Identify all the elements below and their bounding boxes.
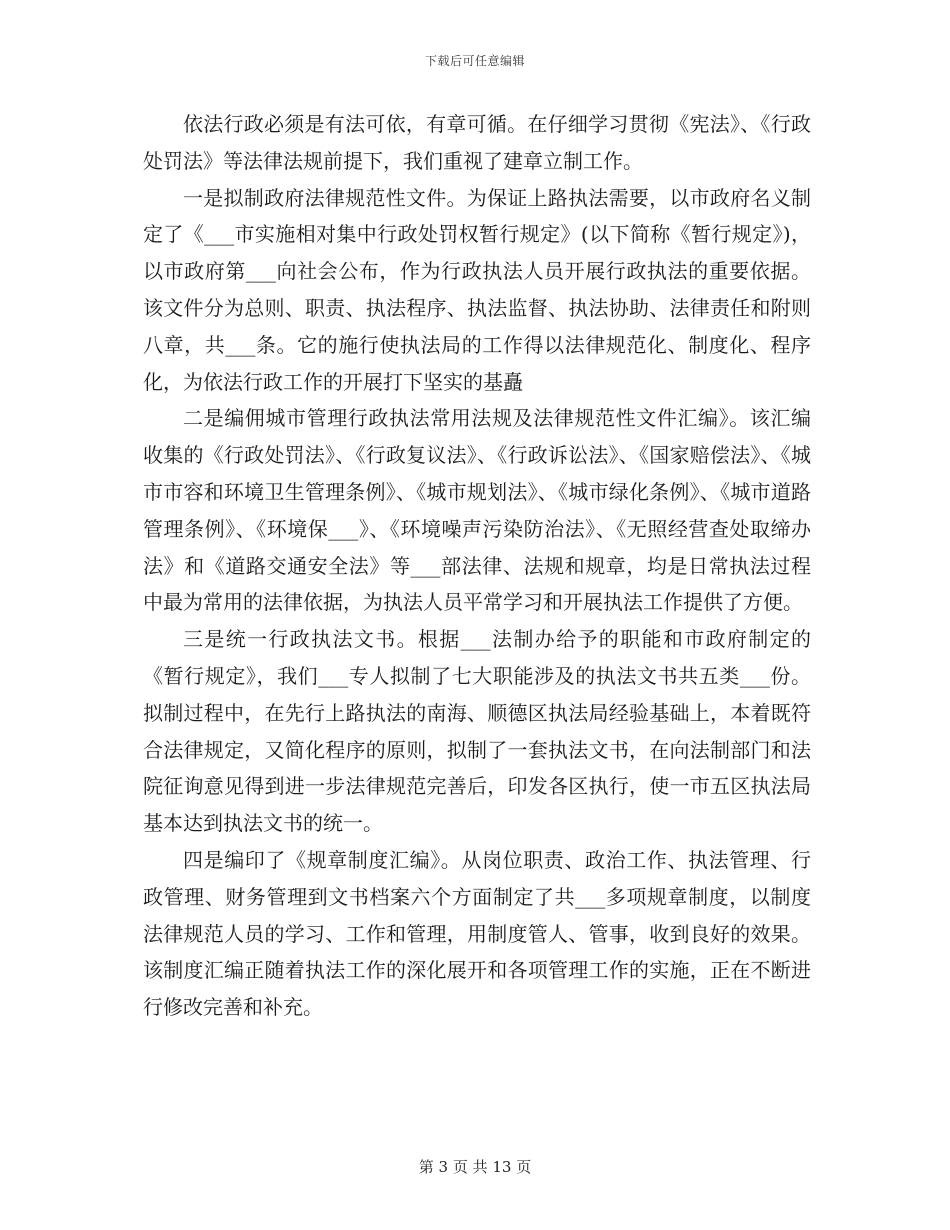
page-header-note: 下载后可任意编辑 — [424, 54, 525, 68]
paragraph-intro: 依法行政必须是有法可依，有章可循。在仔细学习贯彻《宪法》、《行政处罚法》等法律法规前提下，我们重视了建章立制工作。 — [143, 112, 811, 173]
paragraph-item-2: 二是编佣城市管理行政执法常用法规及法律规范性文件汇编》。该汇编收集的《行政处罚法》、《行政复议法》、《行政诉讼法》、《国家赔偿法》、《城市市容和环境卫生管理条例》、《城市规划法》、《城市绿化条例》、《城市道路管理条例》、《环境保___》、《环境噪声污染防治法》、《无照经营查处取缔办法》和《道路交通安全法》等___部法律、法规和规章，均是日常执法过程中最为常用的法律依据，为执法人员平常学习和开展执法工作提供了方便。 — [143, 406, 811, 615]
paragraph-item-3: 三是统一行政执法文书。根据___法制办给予的职能和市政府制定的《暂行规定》，我们___专人拟制了七大职能涉及的执法文书共五类___份。拟制过程中，在先行上路执法的南海、顺德区执法局经验基础上，本着既符合法律规定，又简化程序的原则，拟制了一套执法文书，在向法制部门和法院征询意见得到进一步法律规范完善后，印发各区执行，使一市五区执法局基本达到执法文书的统一。 — [143, 627, 811, 836]
paragraph-item-4: 四是编印了《规章制度汇编》。从岗位职责、政治工作、执法管理、行政管理、财务管理到文书档案六个方面制定了共___多项规章制度，以制度法律规范人员的学习、工作和管理，用制度管人、管事，收到良好的效果。该制度汇编正随着执法工作的深化展开和各项管理工作的实施，正在不断进行修改完善和补充。 — [143, 847, 811, 1020]
document-body — [143, 106, 811, 1026]
paragraph-item-1: 一是拟制政府法律规范性文件。为保证上路执法需要，以市政府名义制定了《___市实施相对集中行政处罚权暂行规定》(以下简称《暂行规定》)，以市政府第___向社会公布，作为行政执法人员开展行政执法的重要依据。该文件分为总则、职责、执法程序、执法监督、执法协助、法律责任和附则八章，共___条。它的施行使执法局的工作得以法律规范化、制度化、程序化，为依法行政工作的开展打下坚实的基矗 — [143, 185, 811, 394]
page-number: 第 3 页 共 13 页 — [418, 1158, 532, 1176]
